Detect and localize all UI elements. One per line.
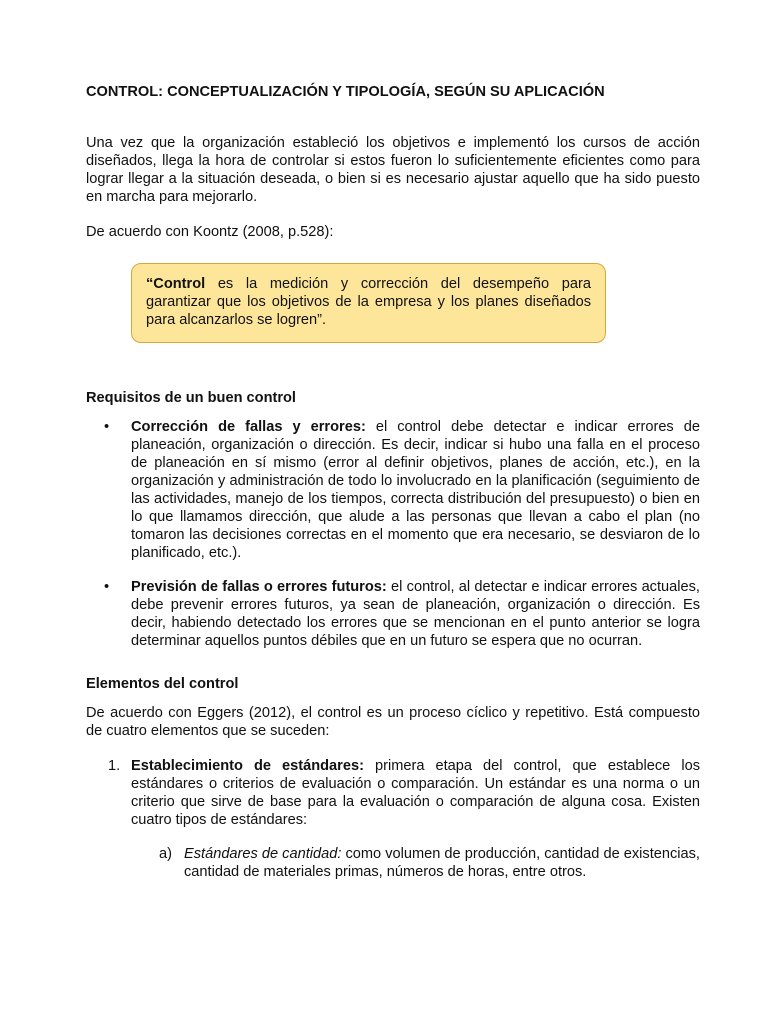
numbered-item-term: Establecimiento de estándares: [131,758,364,774]
requisitos-list [86,418,700,650]
quote-lead: “Control [146,276,206,292]
list-item [86,418,700,562]
bullet-icon: • [104,579,110,595]
quote-body: es la medición y corrección del desempeño para garantizar que los objetivos de la empresa y los planes diseñados para alcanzarlos se logren”. [146,276,591,328]
document-page [86,83,700,881]
lettered-subitem [86,845,700,881]
numbered-item [86,757,700,829]
bullet-icon: • [104,419,110,435]
definition-quote-box [131,263,606,343]
list-item [86,578,700,650]
document-title: CONTROL: CONCEPTUALIZACIÓN Y TIPOLOGÍA, SEGÚN SU APLICACIÓN [86,84,605,100]
list-item-text: el control debe detectar e indicar errores de planeación, organización o dirección. Es decir, indicar si hubo una falla en el proceso de planeación en sí mismo (error al definir objetivos, planes de acción, etc.), en la organización y administración de todo lo involucrado en la planificación (seguimiento de las actividades, manejo de los tiempos, correcta distribución del presupuesto) o bien en lo que llamamos dirección, que alude a las personas que llevan a cabo el plan (no tomaron las decisiones correctas en el momento que era necesario, se desviaron de lo planificado, etc.). [131,419,700,561]
list-item-term: Corrección de fallas y errores: [131,419,366,435]
list-item-text: el control, al detectar e indicar errores actuales, debe prevenir errores futuros, ya sean de planeación, organización o dirección. Es decir, habiendo detectado los errores que se mencionan en el punto anterior se logra determinar aquellos puntos débiles que en un futuro se espera que no ocurran. [131,579,700,649]
intro-paragraph: Una vez que la organización estableció los objetivos e implementó los cursos de acción diseñados, llega la hora de controlar si estos fueron lo suficientemente eficientes como para lograr llegar a la situación deseada, o bien si es necesario ajustar aquello que ha sido puesto en marcha para mejorarlo. [86,135,700,205]
subitem-text: como volumen de producción, cantidad de existencias, cantidad de materiales primas, números de horas, entre otros. [184,846,700,880]
list-item-term: Previsión de fallas o errores futuros: [131,579,387,595]
item-number: 1. [108,758,121,774]
section-heading-elementos: Elementos del control [86,676,239,692]
subitem-letter: a) [159,846,172,862]
section-heading-requisitos: Requisitos de un buen control [86,390,296,406]
numbered-item-text: primera etapa del control, que establece los estándares o criterios de evaluación o comparación. Un estándar es una norma o un criterio que sirve de base para la evaluación o comparación de alguna cosa. Existen cuatro tipos de estándares: [131,758,700,828]
subitem-term: Estándares de cantidad: [184,846,342,862]
elementos-intro: De acuerdo con Eggers (2012), el control es un proceso cíclico y repetitivo. Está compuesto de cuatro elementos que se suceden: [86,705,700,739]
koontz-reference: De acuerdo con Koontz (2008, p.528): [86,224,334,240]
